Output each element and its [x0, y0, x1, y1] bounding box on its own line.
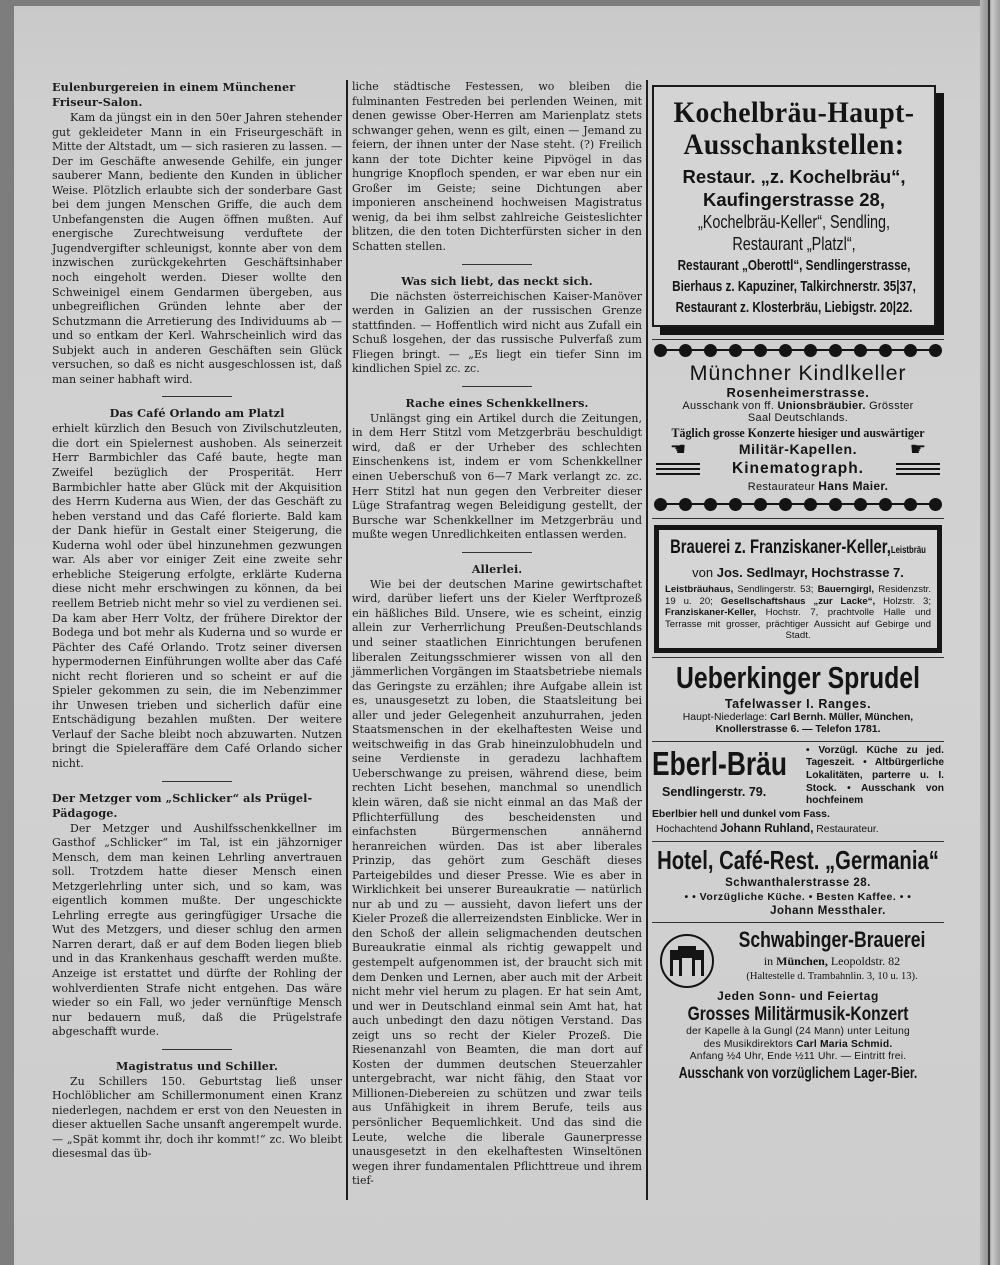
ad-body [665, 584, 931, 642]
ad-line: der Kapelle à la Gungl (24 Mann) unter Leitung [686, 1026, 910, 1038]
page-binding-edge [980, 0, 1000, 1265]
ad-text: von [692, 565, 714, 580]
article-body: liche städtische Festessen, wo bleiben die fulminanten Festreden bei perlenden Weinen, mit denen gewisse Ober-Herren am Marienplatz stets schwanger gehen, wenn es gilt, einen — Jemand zu feiern, der ihnen unter der Nase steht. (?) Freilich kann der tote Dichter keine Pipvögel in das hungrige Knopfloch spenden, er war eben nur ein Großer im Geiste; seine Dichtungen aber imponieren anscheinend hochweisen Magistratus wenig, da bei ihm selbst zahlreiche Geisteslichter blitzen, die den toten Dichterfürsten sicher in den Schatten stellen. [352, 80, 642, 254]
ad-ueberkinger [652, 660, 944, 737]
ad-divider [652, 518, 944, 519]
ad-text: Bauerngirgl, [817, 584, 875, 595]
ad-headline: Ueberkinger Sprudel [676, 659, 920, 695]
ad-text: Leistbräu [890, 545, 926, 556]
ornament-chain [654, 342, 942, 358]
ad-line [652, 441, 944, 457]
gate-drawing [668, 944, 706, 978]
ad-text: Carl Maria Schmid. [796, 1038, 893, 1050]
ad-text: Johann Ruhland, [720, 823, 814, 836]
ad-right [720, 926, 944, 984]
ad-divider [652, 922, 944, 923]
ad-row [652, 745, 944, 809]
ad-text: Jos. Sedlmayr, Hochstrasse 7. [716, 565, 904, 580]
ad-divider [652, 339, 944, 340]
ad-text: Kinematograph. [732, 460, 864, 477]
ad-line: Saal Deutschlands. [747, 412, 849, 424]
article-title: Magistratus und Schiller. [116, 1058, 278, 1073]
ad-line: Täglich grosse Konzerte hiesiger und auswärtiger [671, 425, 925, 440]
ad-text: Hochstr. 7, prachtvolle Halle und Terrasse mit grosser, prächtiger Aussicht auf Gebirge und Stadt. [665, 607, 931, 641]
ad-divider [652, 841, 944, 842]
article-separator [462, 386, 532, 387]
ad-line: Eberlbier hell und dunkel vom Fass. [652, 809, 830, 821]
ad-row [652, 926, 944, 988]
column-2 [352, 80, 642, 1189]
ad-line: Rosenheimerstrasse. [726, 385, 870, 400]
ad-headline: Hotel, Café-Rest. „Germania“ [657, 845, 939, 876]
ad-line: Schwanthalerstrasse 28. [725, 877, 871, 890]
article-cafe-orlando [52, 406, 342, 771]
ad-headline: Kochelbräu-Haupt- [673, 96, 915, 129]
ad-text: München, [776, 954, 828, 969]
article-body: Kam da jüngst ein in den 50er Jahren stehender gut gekleideter Mann in ein Friseurgeschäft in Mitte der Altstadt, um — sich rasieren zu lassen. — Der im Geschäfte anwesende Gehilfe, ein junger sauberer Mann, bediente den Kunden in üblicher Weise. Plötzlich erlaubte sich der sonderbare Gast bei dem jungen Menschen Griffe, die auch dem Unbefangensten die Augen öffnen mußten. Auf energische Zurechtweisung verduftete der Jugendvergifter schleunigst, konnte aber von dem inzwischen zurückgekehrten Geschäftsinhaber noch eingeholt werden. Dieser wollte den Schweinigel einem Gendarmen übergeben, aus unbegreiflichen Gründen lehnte aber der Schutzmann die Arretierung des Individuums ab — und so entkam der Kerl. Wahrscheinlich wird das Subjekt auch in anderen Geschäften sein Glück versuchen, so daß es nicht ausgeschlossen ist, daß man seiner habhaft wird. [52, 111, 342, 386]
column-rule [646, 80, 648, 1200]
ad-franziskaner [654, 525, 942, 653]
ad-headline: Münchner Kindlkeller [689, 361, 907, 385]
column-rule [346, 80, 348, 1200]
ad-text: Unionsbräubier. [777, 400, 866, 412]
article-body: Wie bei der deutschen Marine gewirtschaftet wird, darüber liefert uns der Kieler Werftprozeß ein häßliches Bild. Unsere, wie es scheint, einzig allein zur Verherrlichung Preußen-Deutschlands und seiner staatlichen Einrichtungen berufenen liberalen Zeitungsschmierer wissen von all den jämmerlichen Vorgängen im Staatsbetriebe niemals das Geringste zu erzählen; ihre Aufgabe allein ist es, unausgesetzt zu loben, die Staatsleitung bei aller und jeder Gelegenheit anzuhurrahen, jeden Staatsmenschen in der ekelhaftesten Weise und weitschweifig in das Grab hineinzulobhudeln und seine Verdienste in geradezu lachhaftem Ueberschwange zu preisen, während diese, beim rechten Licht besehen, manchmal so unendlich klein wären, daß sie nicht einmal an das Maß der Pflichterfüllung des bescheidensten und einfachsten Bürgermenschen annähernd heranreichen würden. Das ist aber liberales Prinzip, das gehört zum Geschäft dieses Parteigebildes und dieser Presse. Wie es aber in Wirklichkeit bei unserer Bureaukratie — natürlich nur ab und zu — aussieht, davon liefert uns der Kieler Prozeß die allerreizendsten Einblicke. Wer in den Schoß der allein seligmachenden deutschen Bureaukratie einmal als richtig gewappelt und gestempelt aufgenommen ist, der braucht sich mit dem Denken und Lernen, aber auch mit der Arbeit nicht mehr viel herum zu plagen. Er hat sein Amt, und wer in Deutschland einmal sein Amt hat, hat auch unbedingt den dazu nötigen Verstand. Das zeigt uns so recht der Kieler Prozeß. Die Riesenanzahl von Beamten, die man dort auf Kosten der dummen deutschen Steuerzahler untergebracht, war nicht fähig, den Staat vor Millionen-Diebereien zu schützen und zwar teils aus Unfähigkeit in ihrem Berufe, teils aus persönlicher Bequemlichkeit. Und das sind die Leute, welche die liberale Gaunerpresse unausgesetzt in den ekelhaftesten Winseltönen wegen ihrer fundamentalen Pflichttreue und ihrem tief- [352, 577, 642, 1188]
ad-headline [666, 535, 930, 564]
ad-line [652, 480, 944, 493]
ad-text: Hans Maier. [818, 479, 889, 493]
article-rache [352, 396, 642, 543]
ad-text: Haupt-Niederlage: [682, 711, 768, 723]
ad-text: Militär-Kapellen. [738, 441, 858, 457]
ad-divider [652, 657, 944, 658]
ad-headline: Ausschankstellen: [683, 128, 905, 161]
ad-text: Restaurateur. [816, 824, 879, 836]
ad-text: in [763, 954, 774, 969]
ad-line [652, 712, 944, 725]
decorative-lines [896, 463, 940, 475]
ad-line: Ausschank von vorzüglichem Lager-Bier. [678, 1064, 918, 1082]
ornament-chain [654, 496, 942, 512]
article-body: erhielt kürzlich den Besuch von Zivilschutzleuten, die dort ein Spielernest aushoben. Als seinerzeit Herr Barmbichler das Café baute, hegte man Zweifel bezüglich der Prosperität. Herr Barmbichler hatte aber Glück mit der Akquisition des Herrn Kuderna aus Wien, der das Geschäft zu heben verstand und das Café florierte. Bald kam der Dank hiefür in Gestalt einer Steigerung, die Kuderna wohl oder übel hinzunehmen gezwungen war. Als aber vor einiger Zeit eine zweite sehr erhebliche Steigerung erfolgte, erklärte Kuderna diese nicht mehr erschwingen zu können, da bei reellem Betrieb nicht mehr so viel zu verdienen sei. Da kam aber Herr Voltz, der frühere Direktor der Bodega und bot mehr als Kuderna und so wurde er Pächter des Café Orlando. Trotz seiner diversen hypermodernen Einführungen wollte aber das Café nicht recht florieren und so scheint er auf die Spieler gekommen zu sein, die im Nebenzimmer ihr Unwesen trieben und sicherlich dafür eine Entschädigung bezahlen mußten. Der weitere Verlauf der Sache bleibt noch abzuwarten. Nutzen bringt die Spieleraffäre dem Café Orlando sicher nicht. [52, 422, 342, 770]
article-magistratus [52, 1059, 342, 1162]
ad-text: Leopoldstr. 82 [830, 954, 901, 969]
ad-line [652, 400, 944, 412]
article-separator [462, 552, 532, 553]
ad-headline: Eberl-Bräu [652, 744, 787, 782]
article-eulenburgereien [52, 80, 342, 387]
ad-line: Restaur. „z. Kochelbräu“, [682, 166, 906, 187]
article-title: Rache eines Schenkkellners. [405, 395, 589, 410]
ad-divider [652, 741, 944, 742]
ad-text: Ausschank von ff. [682, 400, 775, 412]
article-separator [162, 781, 232, 782]
article-was-sich-liebt [352, 274, 642, 377]
ad-line [652, 822, 944, 837]
ad-line: „Kochelbräu-Keller“, Sendling, [697, 212, 891, 232]
column-1 [52, 80, 342, 1162]
pointing-hand-right-icon: ☛ [909, 439, 926, 459]
ad-line: Sendlingerstr. 79. [662, 784, 767, 799]
siegestor-emblem-icon [660, 934, 714, 988]
article-title: Eulenburgereien in einem Münchener Friseur-Salon. [52, 80, 296, 109]
ad-text: Franziskaner-Keller, [665, 607, 757, 618]
ad-line: Restaurant z. Klosterbräu, Liebigstr. 20|22. [675, 299, 913, 316]
ad-text: Restaurateur [747, 481, 815, 493]
ad-text: des Musikdirektors [703, 1038, 794, 1050]
pointing-hand-left-icon: ☚ [670, 439, 687, 459]
article-metzger [52, 791, 342, 1040]
ad-line [652, 457, 944, 478]
ad-text: Brauerei z. Franziskaner-Keller, [670, 537, 891, 558]
article-separator [162, 396, 232, 397]
ad-line [665, 564, 931, 581]
article-title: Allerlei. [471, 561, 523, 576]
article-body: Unlängst ging ein Artikel durch die Zeitungen, in dem Herr Stitzl vom Metzgerbräu beschuldigt wird, daß er der Urheber des schlechten Einschenkens ist, indem er vom Schenkkellner einen Ueberschuß von 6—7 Mark verlangt zc. zc. Herr Stitzl hat nun gegen den Verbreiter dieser Lüge Strafantrag wegen Beleidigung gestellt, der Bursche war Schenkkellner im Metzgerbräu und mußte wegen Unredlichkeiten entlassen werden. [352, 411, 642, 542]
ad-line: Jeden Sonn- und Feiertag [717, 989, 879, 1004]
ad-left [652, 745, 802, 809]
ad-text: Gesellschaftshaus „zur Lacke“, [720, 595, 876, 607]
ad-line: Restaurant „Platzl“, [732, 234, 856, 254]
ad-line: Tafelwasser I. Ranges. [724, 696, 872, 711]
advertisement-column [652, 80, 944, 1084]
ad-line: Bierhaus z. Kapuziner, Talkirchnerstr. 35|37, [672, 278, 916, 295]
decorative-lines [656, 463, 700, 475]
ad-line: Kaufingerstrasse 28, [702, 189, 885, 210]
article-allerlei [352, 562, 642, 1189]
ad-text: Sendlingerstr. 53; [733, 584, 818, 595]
ad-line: • Vorzügl. Küche zu jed. Tageszeit. • Altbürgerliche Lokalitäten, parterre u. I. Stock. • Ausschank von hochfeinem [806, 744, 944, 807]
binding-line [988, 0, 990, 1265]
ad-headline: Schwabinger-Brauerei [738, 927, 926, 953]
article-title: Das Café Orlando am Platzl [109, 406, 285, 421]
ad-line [720, 954, 944, 969]
ad-line: Grosses Militärmusik-Konzert [687, 1004, 909, 1026]
ad-text: Grösster [869, 400, 914, 412]
article-title: Was sich liebt, das neckt sich. [401, 273, 593, 288]
ad-text: Carl Bernh. Müller, München, [770, 711, 914, 723]
ad-line [652, 1039, 944, 1052]
ad-line: Knollerstrasse 6. — Telefon 1781. [715, 724, 881, 735]
ad-kochelbraeu [652, 85, 936, 327]
ad-text: Holzstr. 3; [875, 595, 931, 607]
ad-eberl-braeu [652, 745, 944, 838]
article-separator [162, 1049, 232, 1050]
ad-line: (Haltestelle d. Trambahnlin. 3, 10 u. 13). [746, 971, 918, 983]
article-body: Der Metzger und Aushilfsschenkkellner im Gasthof „Schlicker“ im Tal, ist ein jähzorniger Mensch, dem man keinen Lehrling anvertrauen soll. Trotzdem hatte dieser Mensch einen Metzgerlehrling unter sich, und so kam, was eigentlich kommen mußte. Der ungeschickte Lehrling erregte aus geringfügiger Ursache die Wut des Metzgers, und dieser schlug den armen Narren derart, daß er auf dem Boden liegen blieb und in das Krankenhaus geschafft werden mußte. Anzeige ist erstattet und dürfte der Rohling der wohlverdienten Strafe nicht entgehen. Das wäre wieder so ein Fall, wo jeder vernünftige Mensch nur bedauern muß, daß die Prügelstrafe abgeschafft wurde. [52, 821, 342, 1039]
article-magistratus-continued [352, 80, 642, 255]
ad-line: Johann Messthaler. [770, 905, 886, 918]
ad-text: Residenzstr. 19 u. 20; [665, 584, 931, 607]
ad-germania [652, 844, 944, 918]
ad-line: • • Vorzügliche Küche. • Besten Kaffee. • • [684, 891, 912, 904]
article-body: Zu Schillers 150. Geburtstag ließ unser Hochlöblicher am Schillermonument einen Kranz niederlegen, nachdem er erst von den Neuesten in dieser aktuellen Sache unsanft angerempelt wurde. — „Spät kommt ihr, doch ihr kommt!“ zc. Wo bleibt diesesmal das üb- [52, 1074, 342, 1161]
ad-text: Leistbräuhaus, [665, 584, 734, 595]
page-content [52, 80, 945, 1215]
ad-line: Anfang ½4 Uhr, Ende ½11 Uhr. — Eintritt frei. [689, 1051, 907, 1063]
article-body: Die nächsten österreichischen Kaiser-Manöver werden in Galizien an der russischen Grenze stattfinden. — Hoffentlich wird nicht aus Zufall ein Schuß losgehen, der das russische Pulverfaß zum Fliegen bringt. — „Es liegt ein tiefer Sinn im kindlichen Spiel zc. zc. [352, 289, 642, 376]
article-title: Der Metzger vom „Schlicker“ als Prügel-Pädagoge. [52, 790, 313, 820]
ad-text: Hochachtend [656, 824, 718, 836]
article-separator [462, 264, 532, 265]
ad-schwabinger [652, 926, 944, 1084]
ad-kindlkeller [652, 342, 944, 512]
ad-line: Restaurant „Oberottl“, Sendlingerstrasse, [677, 257, 911, 274]
